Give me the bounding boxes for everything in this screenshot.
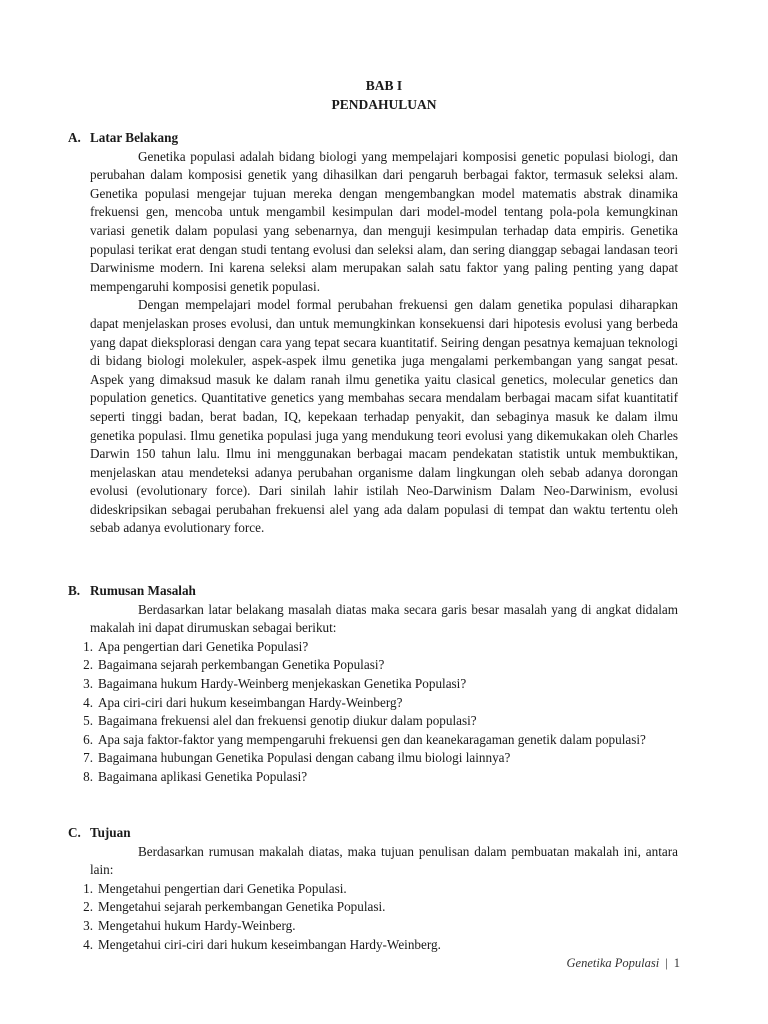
paragraph: Berdasarkan rumusan makalah diatas, maka tujuan penulisan dalam pembuatan makalah ini, antara lain: xyxy=(90,843,678,878)
list-item xyxy=(68,768,678,787)
list-text: Bagaimana aplikasi Genetika Populasi? xyxy=(98,768,308,784)
list-item xyxy=(68,936,678,955)
list-number: 8. xyxy=(83,768,93,784)
section-title: Rumusan Masalah xyxy=(90,583,196,598)
list-number: 7. xyxy=(83,750,93,766)
running-title: Genetika Populasi xyxy=(566,956,660,970)
list-item xyxy=(68,917,678,936)
list-item xyxy=(68,712,678,731)
section-rumusan-masalah xyxy=(68,582,678,787)
list-number: 2. xyxy=(83,899,93,915)
list-number: 1. xyxy=(83,880,93,896)
section-heading xyxy=(68,824,678,843)
problem-list xyxy=(68,638,678,787)
chapter-label: BAB I xyxy=(365,78,403,93)
section-tujuan xyxy=(68,824,678,954)
list-text: Bagaimana frekuensi alel dan frekuensi genotip diukur dalam populasi? xyxy=(98,713,477,729)
list-text: Bagaimana hukum Hardy-Weinberg menjekaskan Genetika Populasi? xyxy=(98,675,467,691)
section-title: Tujuan xyxy=(90,825,131,840)
section-heading xyxy=(68,582,678,601)
footer-separator: | xyxy=(665,956,668,970)
list-number: 2. xyxy=(83,657,93,673)
list-item xyxy=(68,731,678,750)
list-item xyxy=(68,638,678,657)
list-text: Mengetahui sejarah perkembangan Genetika Populasi. xyxy=(98,899,386,915)
list-text: Mengetahui ciri-ciri dari hukum keseimbangan Hardy-Weinberg. xyxy=(98,936,441,952)
list-item xyxy=(68,656,678,675)
list-text: Mengetahui pengertian dari Genetika Populasi. xyxy=(98,880,347,896)
list-text: Mengetahui hukum Hardy-Weinberg. xyxy=(98,917,296,933)
list-item xyxy=(68,880,678,899)
section-letter: C. xyxy=(68,825,81,840)
list-text: Apa pengertian dari Genetika Populasi? xyxy=(98,638,309,654)
list-number: 6. xyxy=(83,731,93,747)
list-number: 4. xyxy=(83,694,93,710)
section-title: Latar Belakang xyxy=(90,130,179,145)
page-footer xyxy=(567,954,680,973)
list-number: 3. xyxy=(83,675,93,691)
paragraph: Genetika populasi adalah bidang biologi yang mempelajari komposisi genetic populasi biologi, dan perubahan dalam komposisi genetik yang dihasilkan dari pengaruh berbagai faktor, termasuk seleksi alam. Genetika populasi mengejar tujuan mereka dengan mengembangkan model matematis abstrak dinamika frekuensi gen, mencoba untuk mengambil kesimpulan dari model-model tentang pola-pola kemungkinan variasi genetik dalam populasi yang sebenarnya, dan menguji kesimpulan terhadap data empiris. Genetika populasi terikat erat dengan studi tentang evolusi dan seleksi alam, dan sering dianggap sebagai landasan teori Darwinisme modern. Ini karena seleksi alam merupakan salah satu faktor yang paling penting yang dapat mempengaruhi komposisi genetik populasi. xyxy=(90,148,678,294)
list-number: 5. xyxy=(83,713,93,729)
list-text: Bagaimana hubungan Genetika Populasi dengan cabang ilmu biologi lainnya? xyxy=(98,750,511,766)
paragraph: Berdasarkan latar belakang masalah diatas maka secara garis besar masalah yang di angkat didalam makalah ini dapat dirumuskan sebagai berikut: xyxy=(90,601,678,636)
section-latar-belakang xyxy=(68,129,678,538)
objective-list xyxy=(68,880,678,954)
section-heading xyxy=(68,129,678,148)
chapter-title: PENDAHULUAN xyxy=(331,97,437,112)
list-number: 1. xyxy=(83,638,93,654)
list-text: Apa saja faktor-faktor yang mempengaruhi frekuensi gen dan keanekaragaman genetik dalam populasi? xyxy=(98,731,646,747)
list-item xyxy=(68,694,678,713)
list-item xyxy=(68,749,678,768)
section-letter: B. xyxy=(68,583,81,598)
list-number: 3. xyxy=(83,917,93,933)
list-text: Bagaimana sejarah perkembangan Genetika Populasi? xyxy=(98,657,385,673)
list-item xyxy=(68,898,678,917)
list-item xyxy=(68,675,678,694)
page-number: 1 xyxy=(673,956,680,970)
chapter-heading xyxy=(0,76,768,114)
list-number: 4. xyxy=(83,936,93,952)
section-letter: A. xyxy=(68,130,81,145)
paragraph: Dengan mempelajari model formal perubahan frekuensi gen dalam genetika populasi diharapkan dapat menjelaskan proses evolusi, dan untuk memungkinkan konsekuensi dari hipotesis evolusi yang berbeda yang dapat dieksplorasi dengan cara yang tepat secara kuantitatif. Seiring dengan pesatnya kemajuan teknologi di bidang biologi molekuler, aspek-aspek ilmu genetika juga mengalami perkembangan yang sangat pesat. Aspek yang dimaksud masuk ke dalam ranah ilmu genetika yaitu clasical genetics, molecular genetics dan population genetics. Quantitative genetics yang membahas secara mendalam berbagai macam sifat kuantitatif seperti tinggi badan, berat badan, IQ, kepekaan terhadap penyakit, dan sebaginya masuk ke dalam ilmu genetika populasi. Ilmu genetika populasi juga yang mendukung teori evolusi yang dikemukakan oleh Charles Darwin 150 tahun lalu. Ilmu ini menggunakan berbagai macam pendekatan statistik untuk membuktikan, menjelaskan atau mendeteksi adanya perubahan organisme dalam lingkungan oleh sebab adanya dorongan evolusi (evolutionary force). Dari sinilah lahir istilah Neo-Darwinism Dalam Neo-Darwinism, evolusi dideskripsikan sebagai perubahan frekuensi alel yang ada dalam populasi di tempat dan waktu tertentu oleh sebab adanya evolutionary force. xyxy=(90,297,678,536)
list-text: Apa ciri-ciri dari hukum keseimbangan Hardy-Weinberg? xyxy=(98,694,403,710)
